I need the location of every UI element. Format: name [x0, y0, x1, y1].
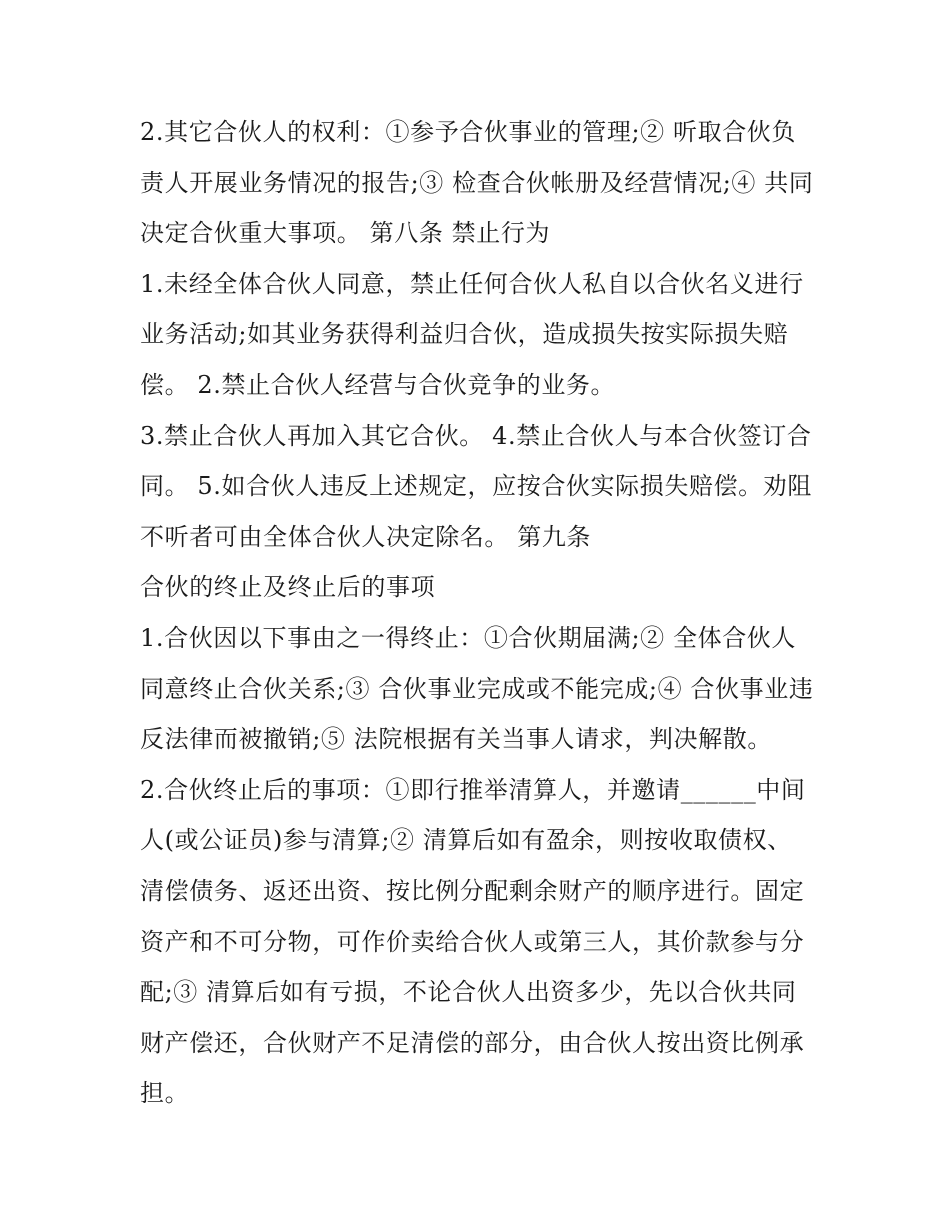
document-body — [140, 107, 820, 1119]
text-line: 决定合伙重大事项。 第八条 禁止行为 — [140, 219, 551, 248]
text-line: 2.其它合伙人的权利：①参予合伙事业的管理;② 听取合伙负 — [140, 118, 797, 146]
text-line: 3.禁止合伙人再加入其它合伙。 4.禁止合伙人与本合伙签订合 — [140, 421, 812, 450]
text-line: 2.合伙终止后的事项：①即行推举清算人，并邀请______中间 — [140, 775, 806, 804]
text-line: 财产偿还，合伙财产不足清偿的部分，由合伙人按出资比例承 — [140, 1028, 805, 1057]
text-line: 不听者可由全体合伙人决定除名。 第九条 — [140, 522, 592, 551]
text-line: 清偿债务、返还出资、按比例分配剩余财产的顺序进行。固定 — [140, 876, 805, 905]
text-line: 1.合伙因以下事由之一得终止：①合伙期届满;② 全体合伙人 — [140, 623, 797, 652]
text-line: 偿。 2.禁止合伙人经营与合伙竞争的业务。 — [140, 370, 616, 399]
text-line: 配;③ 清算后如有亏损，不论合伙人出资多少，先以合伙共同 — [140, 978, 797, 1007]
text-line: 同。 5.如合伙人违反上述规定，应按合伙实际损失赔偿。劝阻 — [140, 472, 812, 501]
text-line: 担。 — [140, 1079, 190, 1108]
text-line: 人(或公证员)参与清算;② 清算后如有盈余，则按收取债权、 — [140, 826, 792, 855]
text-line: 合伙的终止及终止后的事项 — [140, 573, 436, 602]
text-line: 责人开展业务情况的报告;③ 检查合伙帐册及经营情况;④ 共同 — [140, 168, 814, 197]
text-line: 同意终止合伙关系;③ 合伙事业完成或不能完成;④ 合伙事业违 — [140, 674, 814, 703]
text-line: 资产和不可分物，可作价卖给合伙人或第三人，其价款参与分 — [140, 927, 805, 956]
text-line: 业务活动;如其业务获得利益归合伙，造成损失按实际损失赔 — [140, 320, 789, 349]
text-line: 1.未经全体合伙人同意，禁止任何合伙人私自以合伙名义进行 — [140, 269, 804, 298]
text-line: 反法律而被撤销;⑤ 法院根据有关当事人请求，判决解散。 — [140, 725, 772, 754]
